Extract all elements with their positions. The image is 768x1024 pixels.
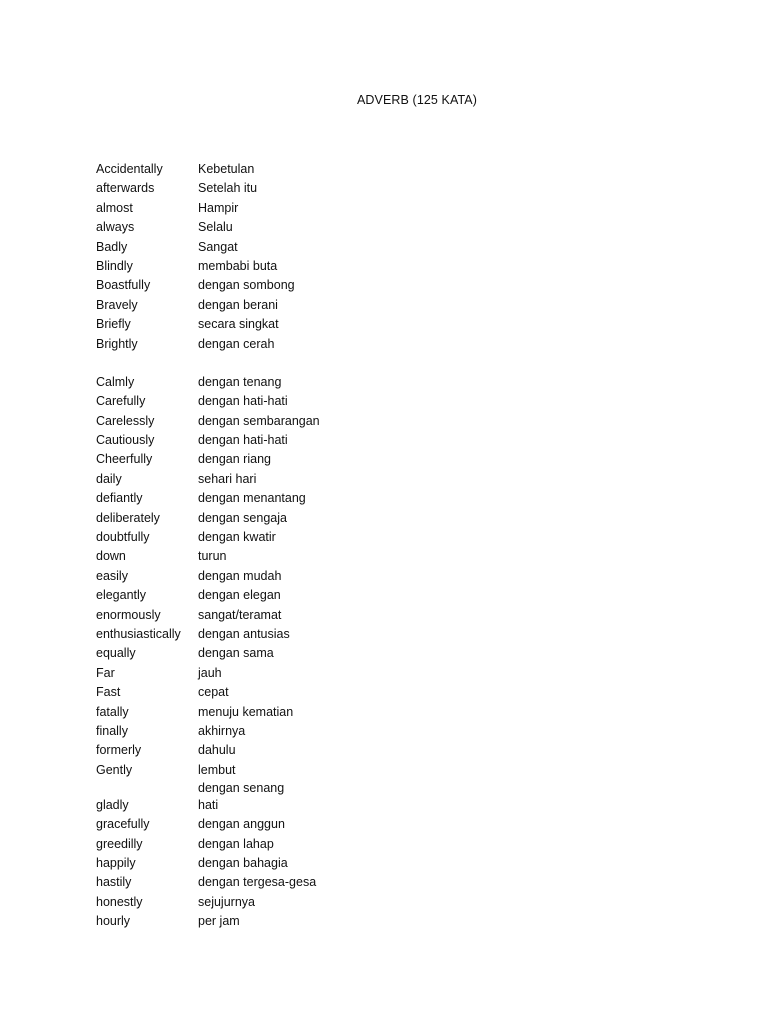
indonesian-translation: dengan elegan bbox=[198, 588, 281, 603]
english-word: deliberately bbox=[96, 510, 160, 525]
list-item bbox=[96, 741, 516, 760]
list-item bbox=[96, 644, 516, 663]
list-item bbox=[96, 412, 516, 431]
indonesian-translation: dengan lahap bbox=[198, 836, 274, 851]
indonesian-translation: Sangat bbox=[198, 239, 238, 254]
list-item bbox=[96, 392, 516, 411]
english-word: Bravely bbox=[96, 297, 138, 312]
list-item bbox=[96, 315, 516, 334]
list-item bbox=[96, 373, 516, 392]
english-word: gracefully bbox=[96, 817, 150, 832]
list-item bbox=[96, 664, 516, 683]
indonesian-translation: Selalu bbox=[198, 220, 233, 235]
english-word: enormously bbox=[96, 607, 161, 622]
indonesian-translation: dengan hati-hati bbox=[198, 433, 288, 448]
english-word: hastily bbox=[96, 875, 132, 890]
indonesian-translation: dengan antusias bbox=[198, 626, 290, 641]
english-word: almost bbox=[96, 200, 133, 215]
indonesian-translation: dengan anggun bbox=[198, 817, 285, 832]
english-word: defiantly bbox=[96, 491, 143, 506]
english-word: daily bbox=[96, 471, 122, 486]
vocabulary-list bbox=[96, 160, 516, 931]
list-item bbox=[96, 780, 516, 815]
list-item bbox=[96, 683, 516, 702]
list-item bbox=[96, 854, 516, 873]
english-word: enthusiastically bbox=[96, 626, 181, 641]
indonesian-translation: lembut bbox=[198, 762, 236, 777]
indonesian-translation: dengan riang bbox=[198, 452, 271, 467]
list-item bbox=[96, 218, 516, 237]
list-item bbox=[96, 835, 516, 854]
list-item bbox=[96, 431, 516, 450]
indonesian-translation: akhirnya bbox=[198, 723, 246, 738]
english-word: Carefully bbox=[96, 394, 146, 409]
english-word: doubtfully bbox=[96, 530, 150, 545]
list-item bbox=[96, 703, 516, 722]
list-item bbox=[96, 257, 516, 276]
indonesian-translation: jauh bbox=[198, 665, 222, 680]
english-word: fatally bbox=[96, 704, 129, 719]
english-word: easily bbox=[96, 568, 128, 583]
indonesian-translation: dengan sama bbox=[198, 646, 274, 661]
english-word: elegantly bbox=[96, 588, 147, 603]
list-item bbox=[96, 586, 516, 605]
indonesian-translation: dengan sombong bbox=[198, 278, 295, 293]
indonesian-translation: dengan mudah bbox=[198, 568, 282, 583]
list-item bbox=[96, 761, 516, 780]
list-item bbox=[96, 470, 516, 489]
english-word: Blindly bbox=[96, 258, 133, 273]
indonesian-translation: sejujurnya bbox=[198, 894, 255, 909]
english-word: formerly bbox=[96, 743, 142, 758]
indonesian-translation: sehari hari bbox=[198, 471, 257, 486]
english-word: Accidentally bbox=[96, 162, 163, 176]
english-word: hourly bbox=[96, 914, 131, 929]
list-item bbox=[96, 509, 516, 528]
list-item bbox=[96, 567, 516, 586]
indonesian-translation: dahulu bbox=[198, 743, 236, 758]
english-word: down bbox=[96, 549, 126, 564]
indonesian-translation: dengan kwatir bbox=[198, 530, 276, 545]
indonesian-translation: Hampir bbox=[198, 200, 239, 215]
english-word: equally bbox=[96, 646, 136, 661]
indonesian-translation: dengan bahagia bbox=[198, 855, 288, 870]
indonesian-translation: turun bbox=[198, 549, 227, 564]
english-word: Badly bbox=[96, 239, 128, 254]
list-item bbox=[96, 276, 516, 295]
indonesian-translation: dengan menantang bbox=[198, 491, 306, 506]
indonesian-translation: membabi buta bbox=[198, 258, 278, 273]
list-item bbox=[96, 450, 516, 469]
list-item bbox=[96, 547, 516, 566]
list-item bbox=[96, 179, 516, 198]
english-word: honestly bbox=[96, 894, 143, 909]
indonesian-translation: menuju kematian bbox=[198, 704, 294, 719]
indonesian-translation: dengan sembarangan bbox=[198, 413, 320, 428]
indonesian-translation: dengan berani bbox=[198, 297, 278, 312]
english-word: Calmly bbox=[96, 374, 135, 389]
indonesian-translation: per jam bbox=[198, 914, 240, 929]
indonesian-translation: dengan sengaja bbox=[198, 510, 287, 525]
english-word: Boastfully bbox=[96, 278, 151, 293]
english-word: Briefly bbox=[96, 317, 131, 332]
indonesian-translation: dengan cerah bbox=[198, 336, 275, 351]
list-item bbox=[96, 199, 516, 218]
list-item bbox=[96, 893, 516, 912]
english-word: greedilly bbox=[96, 836, 143, 851]
indonesian-translation: dengan tenang bbox=[198, 374, 282, 389]
indonesian-translation: dengan tergesa-gesa bbox=[198, 875, 317, 890]
list-item bbox=[96, 912, 516, 931]
english-word: Cheerfully bbox=[96, 452, 153, 467]
list-item bbox=[96, 238, 516, 257]
indonesian-translation: cepat bbox=[198, 685, 229, 700]
list-item bbox=[96, 296, 516, 315]
english-word: Brightly bbox=[96, 336, 138, 351]
list-item bbox=[96, 489, 516, 508]
list-item bbox=[96, 625, 516, 644]
page-title: ADVERB (125 KATA) bbox=[356, 93, 478, 107]
english-word: Gently bbox=[96, 762, 133, 777]
english-word: happily bbox=[96, 855, 136, 870]
indonesian-translation: Kebetulan bbox=[198, 162, 255, 176]
list-item bbox=[96, 160, 516, 179]
english-word: Carelessly bbox=[96, 413, 155, 428]
list-item bbox=[96, 528, 516, 547]
list-item bbox=[96, 722, 516, 741]
english-word: Far bbox=[96, 665, 115, 680]
list-item bbox=[96, 335, 516, 354]
indonesian-translation: sangat/teramat bbox=[198, 607, 282, 622]
english-word: Cautiously bbox=[96, 433, 155, 448]
indonesian-translation: Setelah itu bbox=[198, 181, 258, 196]
list-item bbox=[96, 873, 516, 892]
english-word: always bbox=[96, 220, 135, 235]
indonesian-translation: dengan hati-hati bbox=[198, 394, 288, 409]
list-item bbox=[96, 606, 516, 625]
english-word: Fast bbox=[96, 685, 121, 700]
english-word: finally bbox=[96, 723, 128, 738]
english-word: afterwards bbox=[96, 181, 155, 196]
list-item bbox=[96, 815, 516, 834]
english-word: gladly bbox=[96, 798, 129, 813]
indonesian-translation: secara singkat bbox=[198, 317, 279, 332]
indonesian-translation: dengan senang hati bbox=[198, 781, 285, 813]
